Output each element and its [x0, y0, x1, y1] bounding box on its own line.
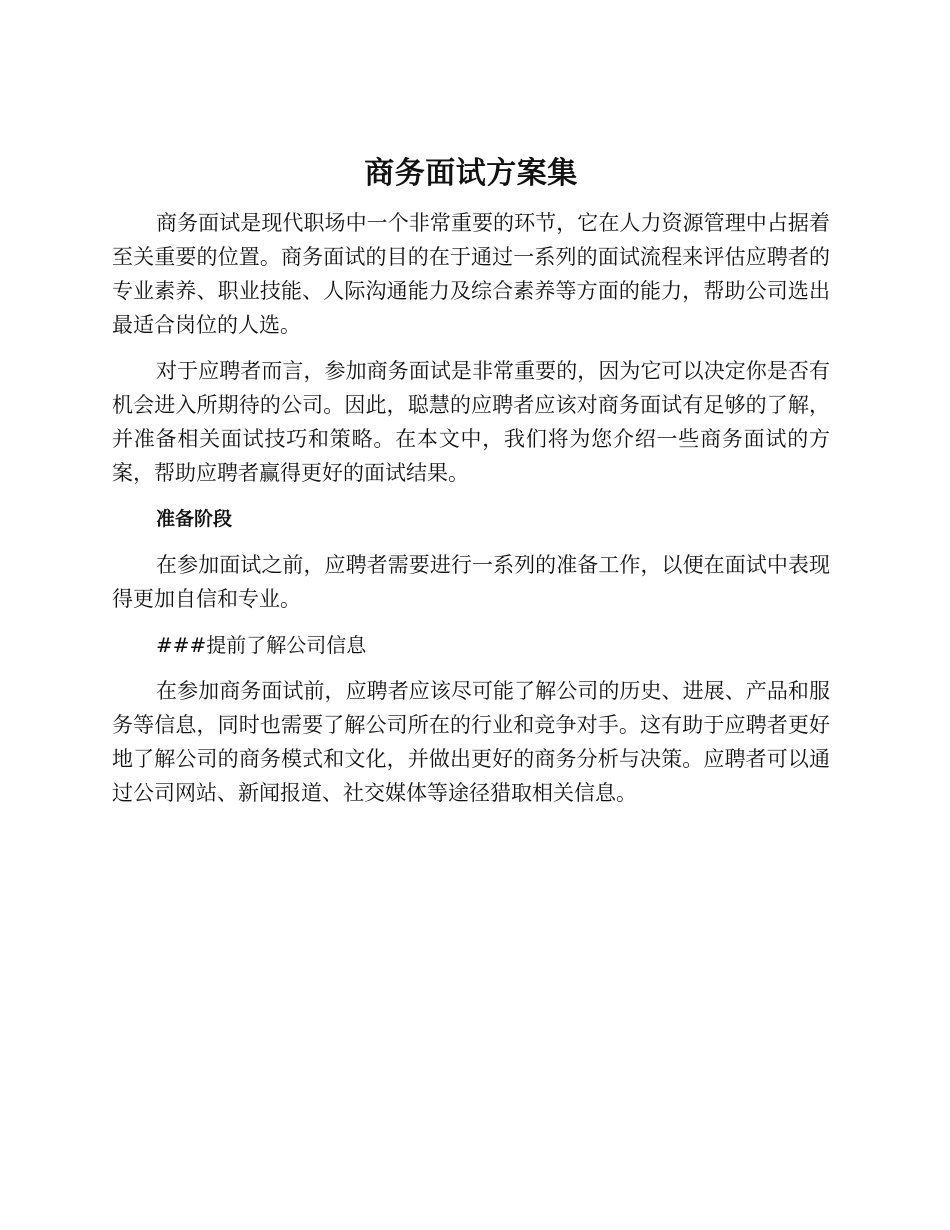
intro-paragraph: 对于应聘者而言，参加商务面试是非常重要的，因为它可以决定你是否有机会进入所期待的公司。因此，聪慧的应聘者应该对商务面试有足够的了解，并准备相关面试技巧和策略。在本文中，我们将为您介绍一些商务面试的方案，帮助应聘者赢得更好的面试结果。	[112, 359, 830, 485]
subsection-paragraph: 在参加商务面试前，应聘者应该尽可能了解公司的历史、进展、产品和服务等信息，同时也需要了解公司所在的行业和竞争对手。这有助于应聘者更好地了解公司的商务模式和文化，并做出更好的商务分析与决策。应聘者可以通过公司网站、新闻报道、社交媒体等途径猎取相关信息。	[112, 679, 830, 805]
intro-paragraph: 商务面试是现代职场中一个非常重要的环节，它在人力资源管理中占据着至关重要的位置。商务面试的目的在于通过一系列的面试流程来评估应聘者的专业素养、职业技能、人际沟通能力及综合素养等方面的能力，帮助公司选出最适合岗位的人选。	[112, 211, 830, 337]
document-title: 商务面试方案集	[364, 156, 578, 191]
section-heading: 准备阶段	[156, 508, 233, 530]
document-body	[112, 148, 830, 822]
section-paragraph: 在参加面试之前，应聘者需要进行一系列的准备工作，以便在面试中表现得更加自信和专业。	[112, 553, 830, 611]
subsection-heading: ###提前了解公司信息	[156, 633, 367, 657]
